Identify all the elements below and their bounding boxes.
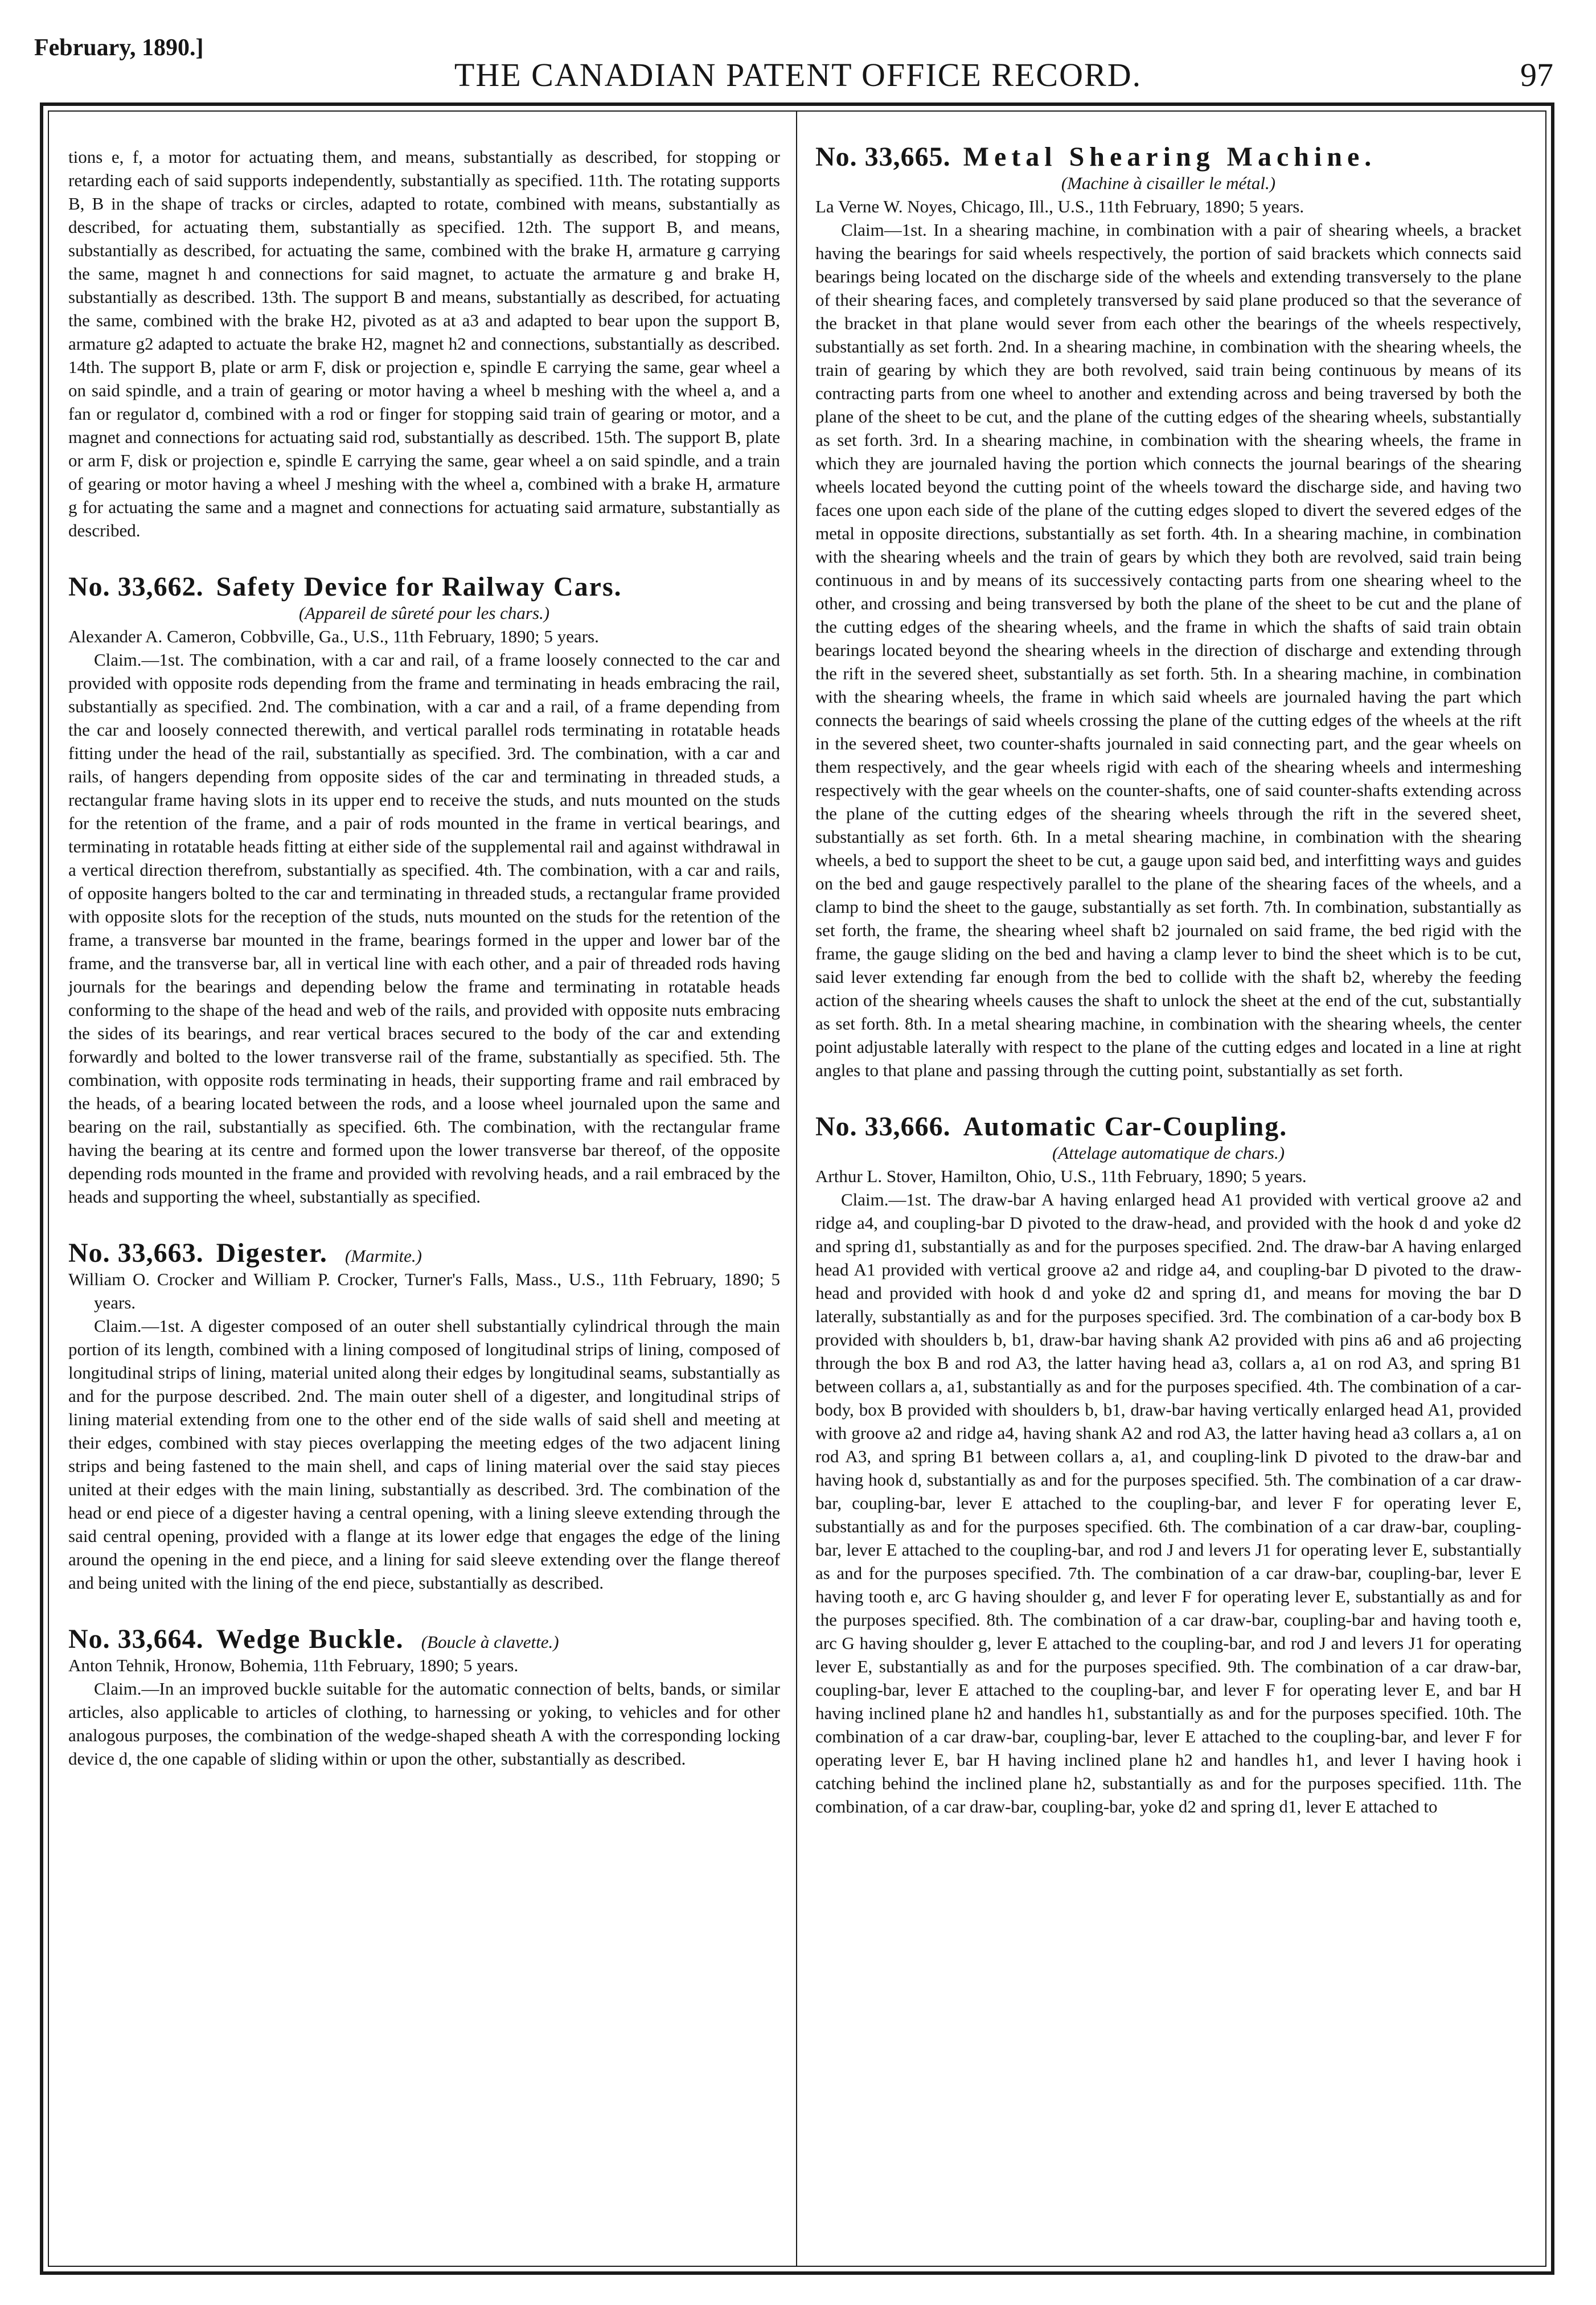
running-head-title: THE CANADIAN PATENT OFFICE RECORD.	[454, 56, 1142, 93]
applicant-line: Anton Tehnik, Hronow, Bohemia, 11th February, 1890; 5 years.	[68, 1655, 519, 1675]
patent-heading	[68, 1624, 780, 1654]
french-title: (Attelage automatique de chars.)	[1052, 1143, 1285, 1163]
continued-claims: tions e, f, a motor for actuating them, and means, substantially as described, for stopping or retarding each of said supports independently, substantially as specified. 11th. The rotating supports B, B in the shape of tracks or circles, adapted to rotate, combined with means, substantially as described, for actuating them, substantially as specified. 12th. The support B, and means, substantially as described, for actuating the same, combined with the brake H, armature g carrying the same, magnet h and connections for said magnet, to actuate the armature g and brake H, substantially as described. 13th. The support B and means, substantially as described, for actuating the same, combined with the brake H2, pivoted as at a3 and adapted to bear upon the support B, armature g2 adapted to actuate the brake H2, magnet h2 and connections, substantially as described. 14th. The support B, plate or arm F, disk or projection e, spindle E carrying the same, gear wheel a on said spindle, and a train of gearing or motor having a wheel b meshing with the wheel a, and a fan or regulator d, combined with a rod or finger for stopping said train of gearing or motor, and a magnet and connections for actuating said rod, substantially as described. 15th. The support B, plate or arm F, disk or projection e, spindle E carrying the same, gear wheel a on said spindle, and a train of gearing or motor having a wheel J meshing with the wheel a, combined with a brake H, armature g for actuating the same and a magnet and connections for actuating said armature, substantially as described.	[68, 147, 780, 540]
applicant-line: Alexander A. Cameron, Cobbville, Ga., U.S., 11th February, 1890; 5 years.	[68, 626, 599, 646]
patent-heading	[68, 572, 780, 602]
patent-33665	[815, 142, 1521, 1082]
patent-33662	[68, 572, 781, 1208]
patent-number: No. 33,664.	[68, 1624, 204, 1654]
claim-text: Claim—1st. In a shearing machine, in combination with a pair of shearing wheels, a bracket having the bearings for said wheels respectively, the portion of said brackets which connects said bearings being located on the discharge side of the wheels and extending transversely to the plane of their shearing faces, and completely transversed by said plane produced so that the severance of the bracket in that plane would sever from each other the bearings of the wheels respectively, substantially as set forth. 2nd. In a shearing machine, in combination with the shearing wheels, the train of gearing by which they are both revolved, said train being continuous by means of its contracting parts from one wheel to another and extending across and being traversed by both the plane of the sheet to be cut, and the plane of the cutting edges of the shearing wheels, substantially as set forth. 3rd. In a shearing machine, in combination with the shearing wheels, the frame in which they are journaled having the portion which connects the journal bearings of the shearing wheels located beyond the cutting point of the wheels toward the discharge side, and having two faces one upon each side of the plane of the cutting edges sloped to divert the severed edges of the metal in opposite directions, substantially as set forth. 4th. In a shearing machine, in combination with the shearing wheels and the train of gears by which they both are revolved, said train being continuous in and by means of its successively contacting parts from one shearing wheel to the other, and crossing and being transversed by both the plane of the sheet to be cut and the plane of the cutting edges of the shearing wheels, and the frame in which the shafts of said train obtain bearings located beyond the shearing wheels in the direction of discharge and extending through the rift in the severed sheet, substantially as set forth. 5th. In a shearing machine, in combination with the shearing wheels, the frame in which said wheels are journaled having the part which connects the bearings of said wheels crossing the plane of the cutting edges of the wheels at the rift in the severed sheet, two counter-shafts journaled in said connecting part, and the gear wheels on them respectively, and the gear wheels rigid with each of the shearing wheels and intermeshing respectively with the gear wheels on the counter-shafts, one of said counter-shafts extending across the plane of the cutting edges of the shearing wheels through the rift in the severed sheet, substantially as set forth. 6th. In a metal shearing machine, in combination with the shearing wheels, a bed to support the sheet to be cut, a gauge upon said bed, and interfitting ways and guides on the bed and gauge respectively parallel to the plane of the shearing faces of the wheels, and a clamp to bind the sheet to the gauge, substantially as set forth. 7th. In combination, substantially as set forth, the frame, the shearing wheel shaft b2 journaled on said frame, the bed rigid with the frame, the gauge sliding on the bed and having a clamp lever to bind the sheet which is to be cut, said lever extending far enough from the bed to collide with the shaft b2, whereby the feeding action of the shearing wheels causes the shaft to unlock the sheet at the end of the cut, substantially as set forth. 8th. In a metal shearing machine, in combination with the shearing wheels, the center point adjustable laterally with respect to the plane of the cutting edges and located in a line at right angles to that plane and passing through the cutting point, substantially as set forth.	[815, 220, 1521, 1080]
patent-title: Automatic Car-Coupling.	[963, 1112, 1288, 1142]
patent-heading	[815, 142, 1521, 172]
running-head-date: February, 1890.]	[34, 35, 204, 61]
patent-number: No. 33,663.	[68, 1238, 204, 1268]
right-column	[815, 142, 1521, 1818]
applicant-line: William O. Crocker and William P. Crocker, Turner's Falls, Mass., U.S., 11th February, 1890; 5 years.	[68, 1269, 780, 1313]
claim-text: Claim.—1st. The combination, with a car and rail, of a frame loosely connected to the car and provided with opposite rods depending from the frame and terminating in heads embracing the rail, substantially as specified. 2nd. The combination, with a car and a rail, of a frame depending from the car and loosely connected therewith, and vertical parallel rods terminating in rotatable heads fitting under the head of the rail, substantially as specified. 3rd. The combination, with a car and rails, of hangers depending from opposite sides of the car and terminating in threaded studs, a rectangular frame having slots in its upper end to receive the studs, and nuts mounted on the studs for the retention of the frame, and a pair of rods mounted in the frame in vertical bearings, and terminating in rotatable heads fitting at either side of the supplemental rail and against withdrawal in a vertical direction therefrom, substantially as specified. 4th. The combination, with a car and rails, of opposite hangers bolted to the car and terminating in threaded studs, a rectangular frame provided with opposite slots for the reception of the studs, nuts mounted on the studs for the retention of the frame, a transverse bar mounted in the frame, bearings formed in the upper and lower bar of the frame, and the transverse bar, all in vertical line with each other, and a pair of threaded rods having journals for the bearings and depending below the frame and terminating in rotatable heads conforming to the shape of the head and web of the rails, and provided with opposite nuts embracing the sides of its bearings, and rear vertical braces secured to the body of the car and extending forwardly and bolted to the lower transverse rail of the frame, substantially as specified. 5th. The combination, with opposite rods terminating in heads, their supporting frame and rail embraced by the heads, of a bearing located between the rods, and a loose wheel journaled upon the same and bearing on the rail, substantially as specified. 6th. The combination, with the rectangular frame having the bearing at its centre and formed upon the lower transverse bar thereof, of the opposite depending rods mounted in the frame and provided with revolving heads, and a rail embraced by the heads and supporting the wheel, substantially as specified.	[68, 650, 781, 1207]
french-title: (Machine à cisailler le métal.)	[1061, 173, 1276, 193]
patent-number: No. 33,666.	[815, 1112, 951, 1142]
page-number: 97	[1520, 56, 1553, 93]
patent-title: Wedge Buckle.	[216, 1624, 404, 1654]
patent-number: No. 33,662.	[68, 572, 204, 602]
claim-text: Claim.—1st. A digester composed of an outer shell substantially cylindrical through the main portion of its length, combined with a lining composed of longitudinal strips of lining, composed of longitudinal strips of lining, material united along their edges by longitudinal seams, substantially as and for the purpose described. 2nd. The main outer shell of a digester, and longitudinal strips of lining material extending from one to the other end of the side walls of said shell and meeting at their edges, combined with stay pieces overlapping the meeting edges of the two adjacent lining strips and being fastened to the main shell, and caps of lining material over the said stay pieces united at their edges with the main lining, substantially as described. 3rd. The combination of the head or end piece of a digester having a central opening, with a lining sleeve extending through the said central opening, provided with a flange at its lower edge that engages the edge of the lining around the opening in the end piece, and a lining for said sleeve extending over the flange thereof and being united with the lining of the end piece, substantially as described.	[68, 1316, 780, 1593]
patent-number: No. 33,665.	[815, 142, 951, 172]
applicant-line: La Verne W. Noyes, Chicago, Ill., U.S., 11th February, 1890; 5 years.	[815, 196, 1304, 216]
patent-title: Metal Shearing Machine.	[963, 142, 1377, 172]
patent-33666	[815, 1112, 1521, 1818]
claim-text: Claim.—In an improved buckle suitable for the automatic connection of belts, bands, or similar articles, also applicable to articles of clothing, to harnessing or yoking, to vehicles and for other analogous purposes, the combination of the wedge-shaped sheath A with the corresponding locking device d, the one capable of sliding within or upon the other, substantially as described.	[68, 1679, 780, 1769]
french-title: (Marmite.)	[344, 1246, 422, 1266]
french-title: (Boucle à clavette.)	[421, 1632, 559, 1652]
applicant-line: Arthur L. Stover, Hamilton, Ohio, U.S., 11th February, 1890; 5 years.	[815, 1166, 1307, 1186]
patent-title: Digester.	[216, 1238, 328, 1268]
french-title: (Appareil de sûreté pour les chars.)	[298, 603, 550, 623]
column-divider	[796, 110, 797, 2267]
patent-heading	[815, 1112, 1521, 1142]
patent-33663	[68, 1238, 780, 1594]
left-column	[68, 145, 780, 1770]
patent-heading	[68, 1238, 780, 1268]
patent-title: Safety Device for Railway Cars.	[216, 572, 622, 602]
patent-33664	[68, 1624, 780, 1770]
claim-text: Claim.—1st. The draw-bar A having enlarged head A1 provided with vertical groove a2 and ridge a4, and coupling-bar D pivoted to the draw-head, and provided with the hook d and yoke d2 and spring d1, substantially as and for the purposes specified. 2nd. The draw-bar A having enlarged head A1 provided with vertical groove a2 and ridge a4, and coupling-bar D pivoted to the draw-head and provided with hook d and yoke d2 and spring d1, and means for moving the bar D laterally, substantially as and for the purposes specified. 3rd. The combination of a car-body box B provided with shoulders b, b1, draw-bar having shank A2 provided with pins a6 and a6 projecting through the box B and rod A3, the latter having head a3, collars a, a1 on rod A3, and spring B1 between collars a, a1, substantially as and for the purposes specified. 4th. The combination of a car-body, box B provided with shoulders b, b1, draw-bar having vertically enlarged head A1, provided with groove a2 and ridge a4, having shank A2 and rod A3, the latter having head a3 collars a, a1 on rod A3, and spring B1 between collars a, a1, and coupling-link D pivoted to the draw-bar and having hook d, substantially as and for the purposes specified. 5th. The combination of a car draw-bar, coupling-bar, lever E attached to the coupling-bar, and lever F for operating lever E, substantially as and for the purposes specified. 6th. The combination of a car draw-bar, coupling-bar, lever E attached to the coupling-bar, and rod J and levers J1 for operating lever E, substantially as and for the purposes specified. 7th. The combination of a car draw-bar, coupling-bar, lever E having tooth e, arc G having shoulder g, and lever F for operating lever E, substantially as and for the purposes specified. 8th. The combination of a car draw-bar, coupling-bar and having tooth e, arc G having shoulder g, lever E attached to the coupling-bar, and rod J and levers J1 for operating lever E, substantially as and for the purposes specified. 9th. The combination of a car draw-bar, coupling-bar, lever E attached to the coupling-bar, and lever F for operating lever E, and bar H having inclined plane h2 and handles h1, substantially as and for the purposes specified. 10th. The combination of a car draw-bar, coupling-bar, lever E attached to the coupling-bar, and lever F for operating lever E, bar H having inclined plane h2 and handles h1, and lever I having hook i catching behind the inclined plane h2, substantially as and for the purposes specified. 11th. The combination, of a car draw-bar, coupling-bar, yoke d2 and spring d1, lever E attached to	[815, 1190, 1521, 1816]
